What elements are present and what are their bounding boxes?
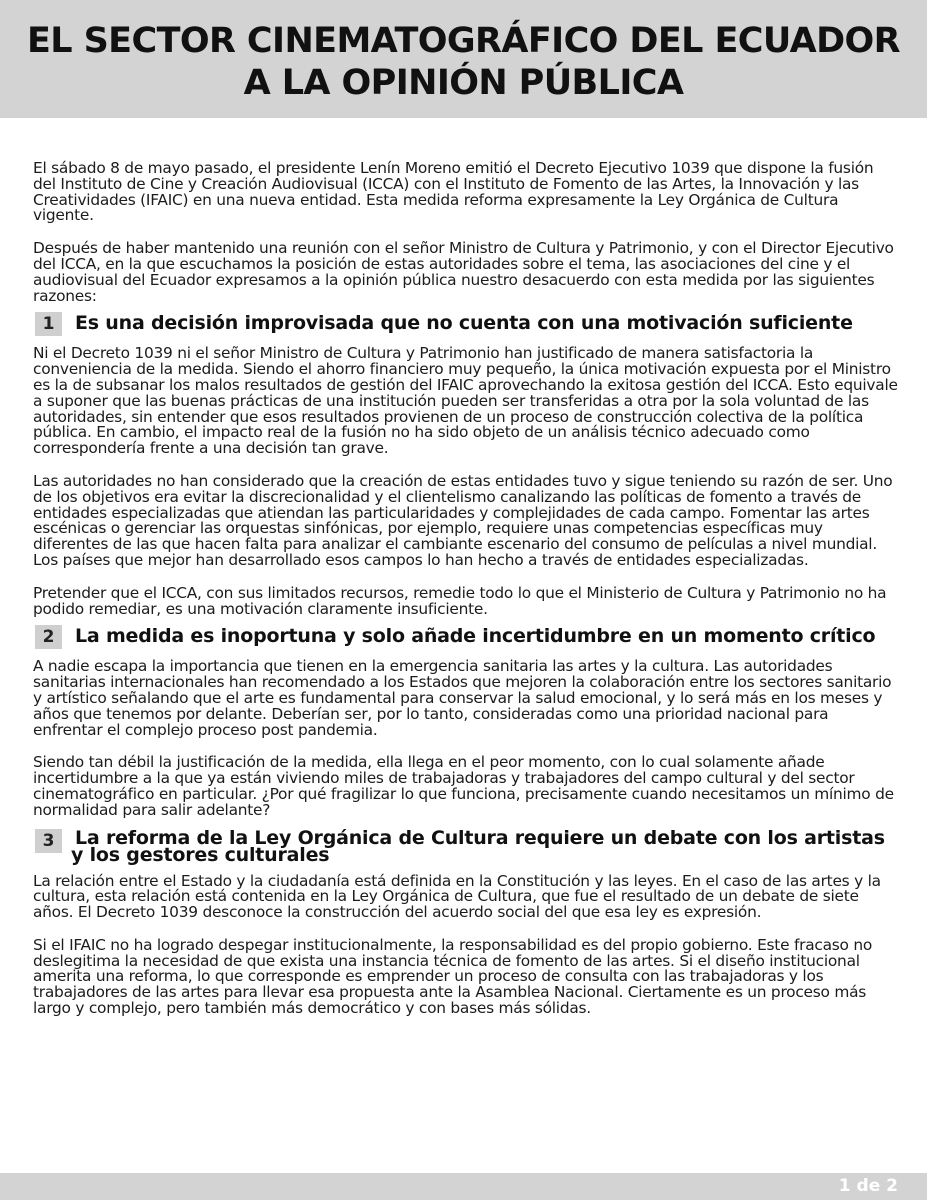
page-number: 1 de 2	[838, 1176, 898, 1196]
section-paragraph: Las autoridades no han considerado que la creación de estas entidades tuvo y sigue teniendo su razón de ser. Uno de los objetivos era evitar la discrecionalidad y el clientelismo canalizando las políticas de fomento a través de entidades especializadas que atiendan las particularidades y complejidades de cada campo. Fomentar las artes escénicas o gerenciar las orquestas sinfónicas, por ejemplo, requiere unas competencias específicas muy diferentes de las que hacen falta para analizar el cambiante escenario del consumo de películas a nivel mundial. Los países que mejor han desarrollado esos campos lo han hecho a través de entidades especializadas.	[33, 471, 893, 569]
section-number-badge: 3	[35, 829, 62, 853]
section-paragraph: Ni el Decreto 1039 ni el señor Ministro de Cultura y Patrimonio han justificado de manera satisfactoria la conveniencia de la medida. Siendo el ahorro financiero muy pequeño, la única motivación expuesta por el Ministro es la de subsanar los malos resultados de gestión del IFAIC aprovechando la exitosa gestión del ICCA. Esto equivale a suponer que las buenas prácticas de una institución pueden ser transferidas a otra por la sola voluntad de las autoridades, sin entender que esos resultados provienen de un proceso de construcción colectiva de la política pública. En cambio, el impacto real de la fusión no ha sido objeto de un análisis técnico adecuado como correspondería frente a una decisión tan grave.	[33, 344, 898, 458]
section-number-badge: 1	[35, 312, 62, 336]
section-paragraph: La relación entre el Estado y la ciudadanía está definida en la Constitución y las leyes. En el caso de las artes y la cultura, esta relación está contenida en la Ley Orgánica de Cultura, que fue el resultado de un debate de siete años. El Decreto 1039 desconoce la construcción del acuerdo social del que esa ley es expresión.	[33, 871, 881, 922]
section-title: La medida es inoportuna y solo añade incertidumbre en un momento crítico	[75, 625, 876, 648]
section-paragraph: Siendo tan débil la justificación de la medida, ella llega en el peor momento, con lo cual solamente añade incertidumbre a la que ya están viviendo miles de trabajadoras y trabajadores del campo cultural y del sector cinematográfico en particular. ¿Por qué fragilizar lo que funciona, precisamente cuando necesitamos un mínimo de normalidad para salir adelante?	[33, 753, 894, 819]
section-number-badge: 2	[35, 625, 62, 649]
section-paragraph: Pretender que el ICCA, con sus limitados recursos, remedie todo lo que el Ministerio de Cultura y Patrimonio no ha podido remediar, es una motivación claramente insuficiente.	[33, 583, 887, 618]
section-title	[71, 826, 885, 866]
intro-paragraph: Después de haber mantenido una reunión con el señor Ministro de Cultura y Patrimonio, y con el Director Ejecutivo del ICCA, en la que escuchamos la posición de estas autoridades sobre el tema, las asociaciones del cine y el audiovisual del Ecuador expresamos a la opinión pública nuestro desacuerdo con esta medida por las siguientes razones:	[33, 239, 894, 305]
page-header	[0, 0, 927, 118]
section-heading-1	[35, 312, 899, 336]
section-title-line-1: La reforma de la Ley Orgánica de Cultura requiere un debate con los artistas	[75, 826, 885, 849]
intro-paragraph: El sábado 8 de mayo pasado, el presidente Lenín Moreno emitió el Decreto Ejecutivo 1039 que dispone la fusión del Instituto de Cine y Creación Audiovisual (ICCA) con el Instituto de Fomento de las Artes, la Innovación y las Creatividades (IFAIC) en una nueva entidad. Esta medida reforma expresamente la Ley Orgánica de Cultura vigente.	[33, 159, 874, 225]
page-footer	[0, 1173, 927, 1200]
section-title: Es una decisión improvisada que no cuenta con una motivación suficiente	[75, 312, 853, 335]
section-heading-2	[35, 625, 899, 649]
section-paragraph: Si el IFAIC no ha logrado despegar institucionalmente, la responsabilidad es del propio gobierno. Este fracaso no deslegitima la necesidad de que exista una instancia técnica de fomento de las artes. Si el diseño institucional amerita una reforma, lo que corresponde es emprender un proceso de consulta con las trabajadoras y los trabajadores de las artes para llevar esa propuesta ante la Asamblea Nacional. Ciertamente es un proceso más largo y complejo, pero también más democrático y con bases más sólidas.	[33, 935, 873, 1018]
section-heading-3	[35, 826, 899, 866]
document-body	[33, 161, 899, 1034]
page-title	[0, 0, 927, 104]
section-paragraph: A nadie escapa la importancia que tienen en la emergencia sanitaria las artes y la cultura. Las autoridades sanitarias internacionales han recomendado a los Estados que mejoren la colaboración entre los sectores sanitario y artístico señalando que el arte es fundamental para conservar la salud emocional, y lo será más en los meses y años que tenemos por delante. Deberían ser, por lo tanto, consideradas como una prioridad nacional para enfrentar el complejo proceso post pandemia.	[33, 657, 892, 739]
title-line-1: EL SECTOR CINEMATOGRÁFICO DEL ECUADOR	[26, 21, 901, 61]
title-line-2: A LA OPINIÓN PÚBLICA	[243, 63, 684, 103]
section-title-line-2: y los gestores culturales	[71, 843, 330, 866]
